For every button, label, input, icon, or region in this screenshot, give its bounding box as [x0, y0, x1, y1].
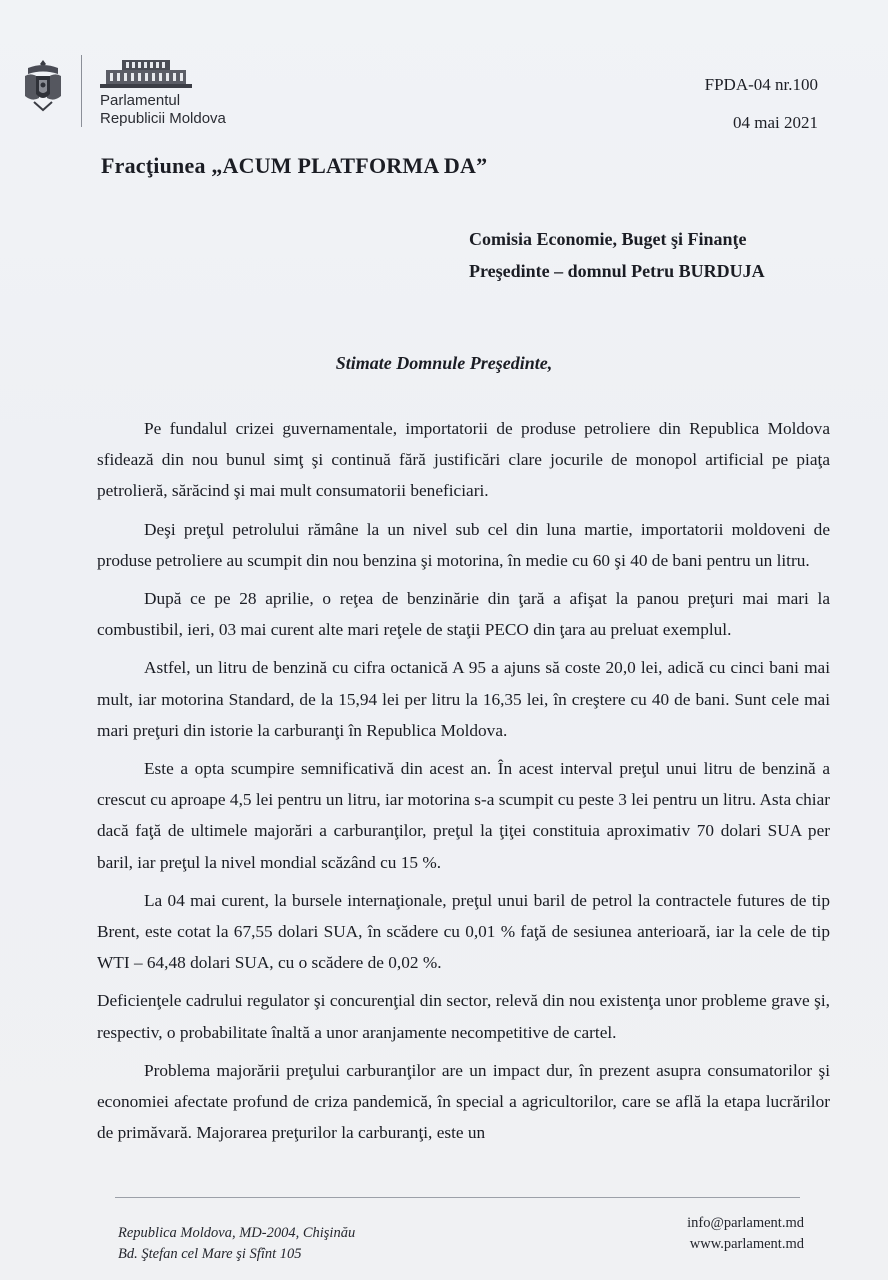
paragraph-6: La 04 mai curent, la bursele internaţionale, preţul unui baril de petrol la contractele futures de tip Brent, este cotat la 67,55 dolari SUA, în scădere cu 0,01 % faţă de sesiunea anterioară, iar la cele de tip WTI – 64,48 dolari SUA, cu o scădere de 0,02 %. [97, 890, 830, 973]
parliament-building-icon [100, 58, 192, 90]
addressee-committee: Comisia Economie, Buget şi Finanţe [469, 229, 747, 249]
addressee-block [469, 223, 765, 287]
footer-contacts [687, 1213, 804, 1255]
header-divider [81, 55, 82, 127]
org-line-1: Parlamentul [100, 92, 181, 109]
organization-name [100, 92, 226, 128]
paragraph-5: Este a opta scumpire semnificativă din acest an. În acest interval preţul unui litru de benzină a crescut cu aproape 4,5 lei pentru un litru, iar motorina s-a scumpit cu peste 3 lei pentru un litru. Asta chiar dacă faţă de ultimele majorări a carburanţilor, preţul la ţiţei constituia aproximativ 70 dolari SUA per baril, iar preţul la nivel mondial scăzând cu 15 %. [97, 759, 830, 872]
document-date: 04 mai 2021 [733, 113, 818, 132]
footer-email: info@parlament.md [687, 1215, 804, 1231]
footer-address [118, 1223, 355, 1265]
addressee-chair: Preşedinte – domnul Petru BURDUJA [469, 261, 765, 281]
paragraph-8: Problema majorării preţului carburanţilor are un impact dur, în prezent asupra consumatorilor şi economiei afectate profund de criza pandemică, în special a agricultorilor, care se află la etapa lucrărilor de primăvară. Majorarea preţurilor la carburanţi, este un [97, 1060, 830, 1143]
faction-heading: Fracţiunea „ACUM PLATFORMA DA” [101, 153, 488, 178]
paragraph-7: Deficienţele cadrului regulator şi concurenţial din sector, relevă din nou existenţa unor probleme grave şi, respectiv, o probabilitate înaltă a unor aranjamente necompetitive de cartel. [97, 991, 830, 1042]
document-number: FPDA-04 nr.100 [704, 75, 818, 94]
salutation: Stimate Domnule Preşedinte, [335, 353, 553, 373]
footer-address-line-2: Bd. Ştefan cel Mare şi Sfînt 105 [118, 1246, 302, 1262]
footer-website: www.parlament.md [689, 1236, 804, 1252]
org-line-2: Republicii Moldova [100, 110, 226, 127]
coat-of-arms-icon [22, 58, 64, 114]
footer-divider [115, 1197, 800, 1198]
paragraph-3: După ce pe 28 aprilie, o reţea de benzinărie din ţară a afişat la panou preţuri mai mari la combustibil, ieri, 03 mai curent alte mari reţele de staţii PECO din ţara au preluat exemplul. [97, 589, 830, 640]
footer-address-line-1: Republica Moldova, MD-2004, Chişinău [118, 1225, 356, 1241]
document-meta [705, 66, 818, 142]
paragraph-2: Deşi preţul petrolului rămâne la un nivel sub cel din luna martie, importatorii moldoveni de produse petroliere au scumpit din nou benzina şi motorina, în medie cu 60 şi 40 de bani pentru un litru. [97, 519, 830, 570]
paragraph-1: Pe fundalul crizei guvernamentale, importatorii de produse petroliere din Republica Moldova sfidează din nou bunul simţ şi continuă fără justificări clare jocurile de monopol artificial pe piaţa petrolieră, sărăcind şi mai mult consumatorii beneficiari. [97, 419, 830, 501]
paragraph-4: Astfel, un litru de benzină cu cifra octanică A 95 a ajuns să coste 20,0 lei, adică cu cinci bani mai mult, iar motorina Standard, de la 15,94 lei per litru la 16,35 lei, în creştere cu 40 de bani. Sunt cele mai mari preţuri din istorie la carburanţi în Republica Moldova. [97, 658, 830, 740]
letter-body [97, 413, 830, 1155]
